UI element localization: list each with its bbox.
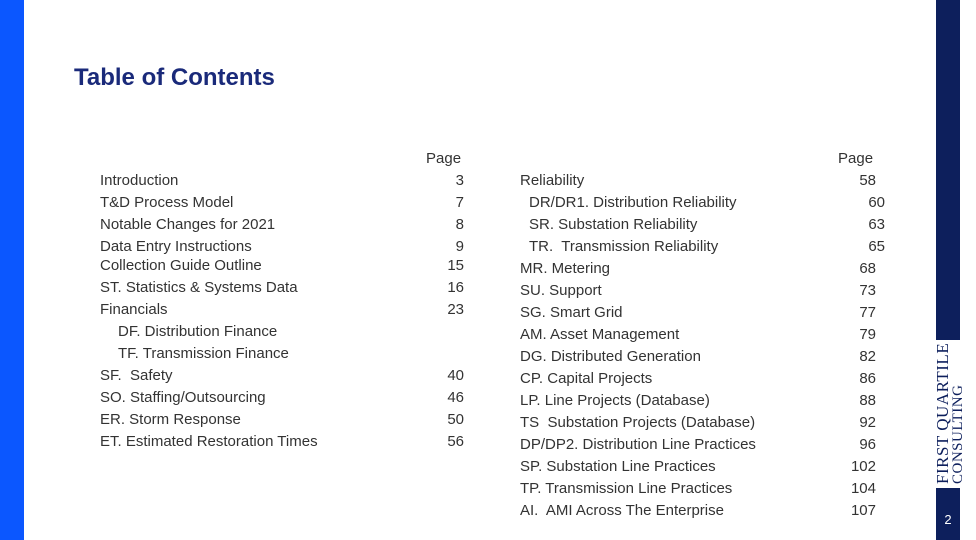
toc-entry-label: DP/DP2. Distribution Line Practices bbox=[520, 436, 756, 453]
toc-entry-label: TP. Transmission Line Practices bbox=[520, 480, 733, 497]
toc-entry-page: 82 bbox=[859, 348, 876, 365]
toc-entry-label: Collection Guide Outline bbox=[100, 257, 262, 274]
toc-entry-page: 16 bbox=[447, 279, 464, 296]
toc-entry-label: ET. Estimated Restoration Times bbox=[100, 433, 318, 450]
toc-entry-page: 56 bbox=[447, 433, 464, 450]
toc-entry-label: Notable Changes for 2021 bbox=[100, 216, 276, 233]
toc-entry-label: LP. Line Projects (Database) bbox=[520, 392, 710, 409]
toc-entry-label: SP. Substation Line Practices bbox=[520, 458, 716, 475]
right-page-header: Page bbox=[838, 150, 874, 167]
toc-entry-label: AI. AMI Across The Enterprise bbox=[520, 502, 724, 519]
toc-entry-page: 88 bbox=[859, 392, 876, 409]
toc-entry-page: 65 bbox=[868, 238, 885, 255]
toc-entry-label: SO. Staffing/Outsourcing bbox=[100, 389, 266, 406]
toc-entry-page: 58 bbox=[859, 172, 876, 189]
toc-entry-label: CP. Capital Projects bbox=[520, 370, 653, 387]
toc-entry-label: SR. Substation Reliability bbox=[529, 216, 698, 233]
toc-entry-label: DR/DR1. Distribution Reliability bbox=[529, 194, 737, 211]
toc-entry-page: 77 bbox=[859, 304, 876, 321]
toc-entry-label: DF. Distribution Finance bbox=[118, 323, 278, 340]
toc-entry-page: 9 bbox=[455, 238, 464, 255]
toc-entry-page: 7 bbox=[455, 194, 464, 211]
toc-entry-label: Reliability bbox=[520, 172, 585, 189]
toc-entry-page: 92 bbox=[859, 414, 876, 431]
toc-entry-page: 102 bbox=[850, 458, 876, 475]
toc-entry-page: 15 bbox=[447, 257, 464, 274]
left-accent-bar bbox=[0, 0, 24, 540]
toc-entry-page: 60 bbox=[868, 194, 885, 211]
toc-entry-page: 68 bbox=[859, 260, 876, 277]
toc-entry-label: Introduction bbox=[100, 172, 179, 189]
toc-entry-label: SU. Support bbox=[520, 282, 602, 299]
toc-entry-label: Data Entry Instructions bbox=[100, 238, 252, 255]
toc-entry-page: 46 bbox=[447, 389, 464, 406]
toc-entry-page: 107 bbox=[850, 502, 876, 519]
toc-entry-label: Financials bbox=[100, 301, 168, 318]
toc-entry-page: 50 bbox=[447, 411, 464, 428]
toc-entry-page: 8 bbox=[455, 216, 464, 233]
toc-entry-label: TS Substation Projects (Database) bbox=[520, 414, 756, 431]
toc-entry-label: AM. Asset Management bbox=[520, 326, 680, 343]
toc-entry-label: TF. Transmission Finance bbox=[118, 345, 289, 362]
logo-line1: FIRST QUARTILE bbox=[933, 342, 952, 484]
toc-entry-page: 96 bbox=[859, 436, 876, 453]
toc-entry-page: 23 bbox=[447, 301, 464, 318]
toc-entry-page: 73 bbox=[859, 282, 876, 299]
toc-entry-page: 40 bbox=[447, 367, 464, 384]
toc-entry-page: 86 bbox=[859, 370, 876, 387]
logo-line2: CONSULTING bbox=[950, 384, 966, 484]
toc-entry-label: T&D Process Model bbox=[100, 194, 234, 211]
first-quartile-logo bbox=[920, 342, 976, 486]
toc-entry-label: SG. Smart Grid bbox=[520, 304, 623, 321]
toc-entry-page: 79 bbox=[859, 326, 876, 343]
slide-number: 2 bbox=[944, 512, 952, 527]
toc-entry-page: 104 bbox=[850, 480, 876, 497]
left-page-header: Page bbox=[426, 150, 462, 167]
toc-entry-label: TR. Transmission Reliability bbox=[529, 238, 719, 255]
toc-entry-label: MR. Metering bbox=[520, 260, 611, 277]
page-title: Table of Contents bbox=[74, 64, 275, 91]
toc-entry-label: ST. Statistics & Systems Data bbox=[100, 279, 298, 296]
toc-entry-page: 63 bbox=[868, 216, 885, 233]
toc-entry-page: 3 bbox=[455, 172, 464, 189]
toc-entry-label: DG. Distributed Generation bbox=[520, 348, 701, 365]
toc-entry-label: SF. Safety bbox=[100, 367, 173, 384]
toc-entry-label: ER. Storm Response bbox=[100, 411, 241, 428]
